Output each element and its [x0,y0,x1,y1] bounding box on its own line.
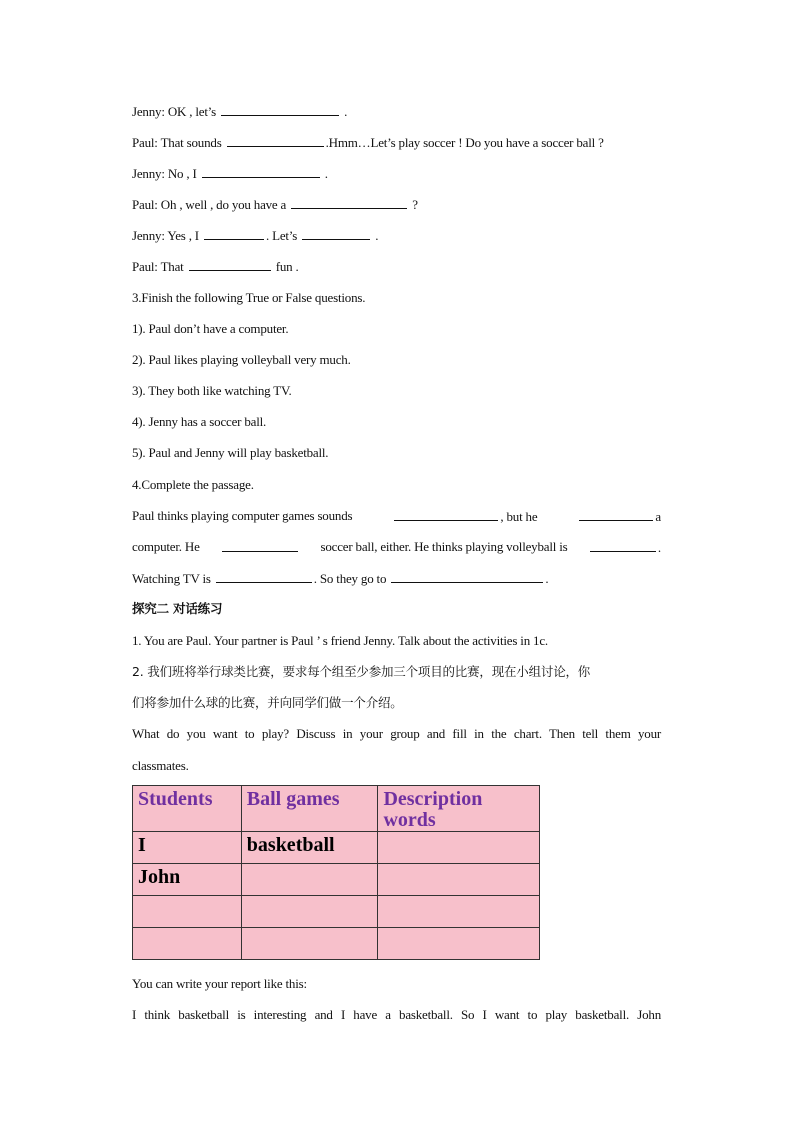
dialogue-line-4: Paul: Oh , well , do you have a ? [132,197,418,212]
table-row [133,832,540,864]
blank[interactable] [189,258,271,271]
instruction-line-2: classmates. [132,758,189,773]
table-cell[interactable] [378,896,540,928]
blank[interactable] [579,508,653,521]
table-cell[interactable]: I [133,832,242,864]
tf-item-4: 4). Jenny has a soccer ball. [132,414,267,429]
passage-line-2: computer. He soccer ball, either. He thinks playing volleyball is . [132,539,661,555]
explore2-item-1: 1. You are Paul. Your partner is Paul ’ s friend Jenny. Talk about the activities in 1c. [132,633,548,648]
dialogue-line-6: Paul: That fun . [132,259,299,274]
dialogue-line-2: Paul: That sounds .Hmm…Let’s play soccer ! Do you have a soccer ball ? [132,135,604,150]
blank[interactable] [216,570,312,583]
passage-line-3: Watching TV is . So they go to . [132,571,549,586]
table-row [133,864,540,896]
table-cell[interactable]: John [133,864,242,896]
table-cell[interactable] [378,832,540,864]
blank[interactable] [222,539,298,552]
dialogue-line-5: Jenny: Yes , I . Let’s . [132,228,379,243]
ball-games-chart [132,785,540,960]
header-ball-games: Ball games [241,786,378,832]
blank[interactable] [291,196,407,209]
header-description-words: Description words [378,786,540,832]
header-students: Students [133,786,242,832]
blank[interactable] [221,103,339,116]
explore2-heading: 探究二 对话练习 [132,601,223,616]
passage-line-1: Paul thinks playing computer games sounds , but he a [132,508,661,524]
blank[interactable] [590,539,656,552]
tf-item-1: 1). Paul don’t have a computer. [132,321,289,336]
blank[interactable] [391,570,543,583]
table-cell[interactable] [378,928,540,960]
tf-item-2: 2). Paul likes playing volleyball very much. [132,352,351,367]
section4-title: 4.Complete the passage. [132,477,254,492]
explore2-item-2-line-2: 们将参加什么球的比赛，并向同学们做一个介绍。 [132,695,403,710]
table-cell[interactable] [241,928,378,960]
blank[interactable] [202,165,320,178]
table-cell[interactable]: basketball [241,832,378,864]
dialogue-line-3: Jenny: No , I . [132,166,328,181]
report-line-1: I think basketball is interesting and I have a basketball. So I want to play basketball. John [132,1007,661,1022]
chart-header-row [133,786,540,832]
blank[interactable] [204,227,264,240]
table-cell[interactable] [378,864,540,896]
report-intro: You can write your report like this: [132,976,307,991]
tf-item-5: 5). Paul and Jenny will play basketball. [132,445,329,460]
explore2-item-2-line-1: 2. 我们班将举行球类比赛，要求每个组至少参加三个项目的比赛，现在小组讨论，你 [132,664,591,679]
section3-title: 3.Finish the following True or False questions. [132,290,366,305]
table-row [133,896,540,928]
table-cell[interactable] [133,896,242,928]
table-row [133,928,540,960]
table-cell[interactable] [241,896,378,928]
blank[interactable] [227,134,324,147]
tf-item-3: 3). They both like watching TV. [132,383,292,398]
instruction-line-1: What do you want to play? Discuss in your group and fill in the chart. Then tell them your [132,726,661,741]
blank[interactable] [394,508,498,521]
table-cell[interactable] [241,864,378,896]
table-cell[interactable] [133,928,242,960]
dialogue-line-1: Jenny: OK , let’s . [132,104,348,119]
blank[interactable] [302,227,370,240]
